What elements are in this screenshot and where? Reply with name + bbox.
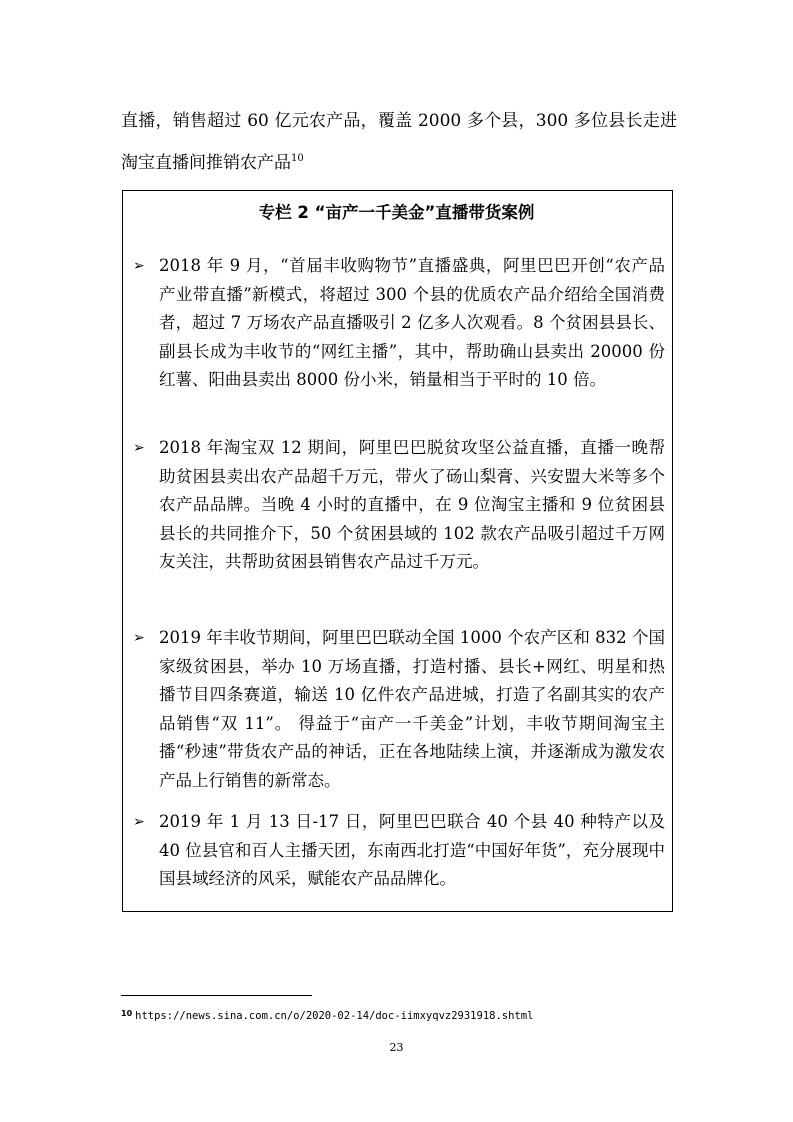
case-item-text: 2018 年 9 月，“首届丰收购物节”直播盛典，阿里巴巴开创“农产品产业带直播”新模式，将超过 300 个县的优质农产品介绍给全国消费者，超过 7 万场农产品直播吸引 2 亿多人次观看。8 个贫困县县长、副县长成为丰收节的“网红主播”，其中，帮助确山县卖出 20000 份红薯、阳曲县卖出 8000 份小米，销量相当于平时的 10 倍。 xyxy=(159,256,665,389)
bullet-arrow-icon: ➢ xyxy=(133,630,145,646)
case-item-text: 2019 年 1 月 13 日-17 日，阿里巴巴联合 40 个县 40 种特产以及 40 位县官和百人主播天团，东南西北打造“中国好年货”，充分展现中国县域经济的风采，赋能农产品品牌化。 xyxy=(159,812,665,888)
page-number: 23 xyxy=(389,1041,404,1054)
case-item-text: 2018 年淘宝双 12 期间，阿里巴巴脱贫攻坚公益直播，直播一晚帮助贫困县卖出农产品超千万元，带火了砀山梨膏、兴安盟大米等多个农产品品牌。当晚 4 小时的直播中，在 9 位淘宝主播和 9 位贫困县县长的共同推介下，50 个贫困县域的 102 款农产品吸引超过千万网友关注，共帮助贫困县销售农产品过千万元。 xyxy=(159,438,665,571)
case-item-text: 2019 年丰收节期间，阿里巴巴联动全国 1000 个农产区和 832 个国家级贫困县，举办 10 万场直播，打造村播、县长+网红、明星和热播节目四条赛道，输送 10 亿件农产品进城，打造了名副其实的农产品销售“双 11”。 得益于“亩产一千美金”计划，丰收节期间淘宝主播“秒速”带货农产品的神话，正在各地陆续上演，并逐渐成为激发农产品上行销售的新常态。 xyxy=(159,628,665,790)
case-item-2 xyxy=(133,434,665,577)
case-item-4 xyxy=(133,808,665,894)
bullet-arrow-icon: ➢ xyxy=(133,258,145,274)
footnote xyxy=(121,1009,533,1022)
bullet-arrow-icon: ➢ xyxy=(133,440,145,456)
case-item-1 xyxy=(133,252,665,395)
intro-text: 直播，销售超过 60 亿元农产品，覆盖 2000 多个县，300 多位县长走进淘宝直播间推销农产品 xyxy=(121,111,677,173)
bullet-arrow-icon: ➢ xyxy=(133,814,145,830)
case-study-title: 专栏 2 “亩产一千美金”直播带货案例 xyxy=(258,203,535,222)
footnote-url[interactable]: https://news.sina.com.cn/o/2020-02-14/doc-iimxyqvz2931918.shtml xyxy=(135,1010,534,1022)
footnote-reference[interactable]: 10 xyxy=(291,153,304,164)
intro-paragraph xyxy=(121,100,677,184)
case-item-3 xyxy=(133,624,665,795)
footnote-divider xyxy=(121,995,312,996)
footnote-number: 10 xyxy=(121,1009,133,1018)
